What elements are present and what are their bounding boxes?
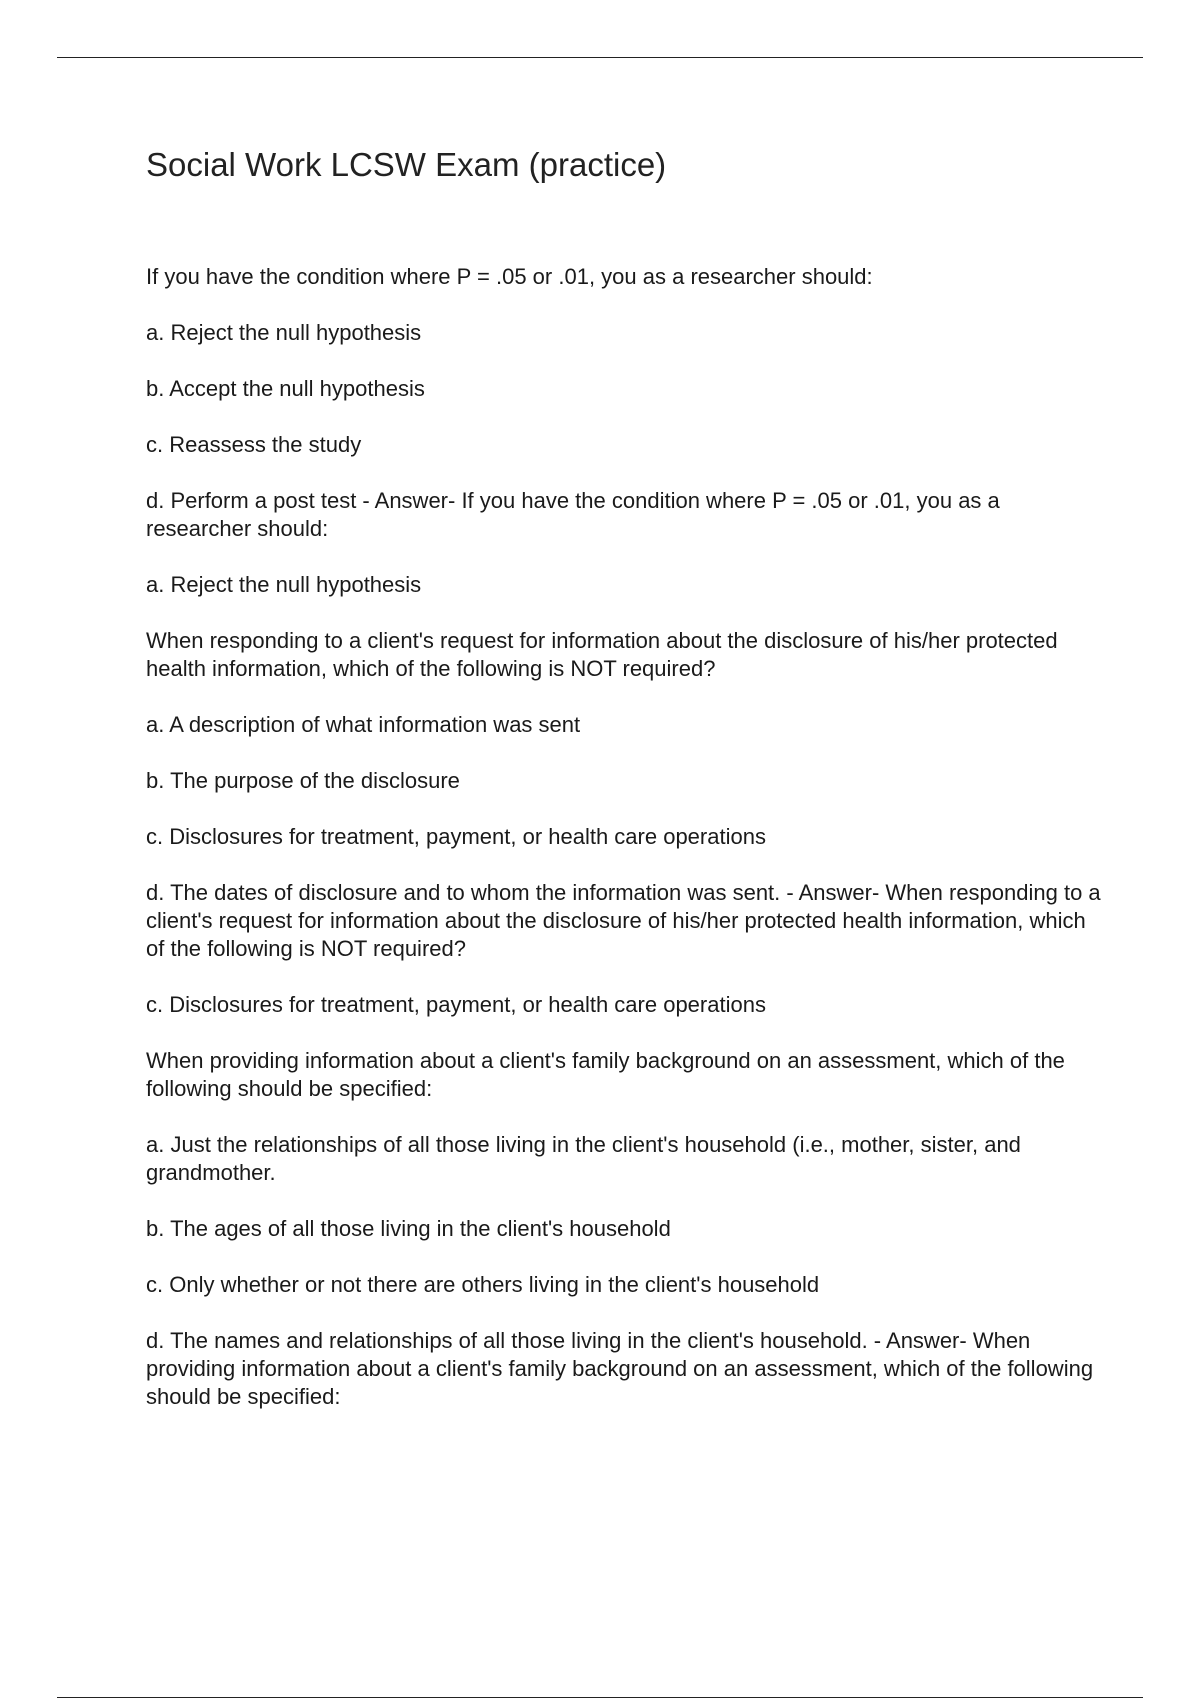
- bottom-divider: [57, 1697, 1143, 1698]
- question-2-option-c: c. Disclosures for treatment, payment, or health care operations: [146, 824, 766, 849]
- question-1-option-b: b. Accept the null hypothesis: [146, 376, 425, 401]
- question-3-option-c: c. Only whether or not there are others living in the client's household: [146, 1272, 820, 1297]
- question-1-option-c: c. Reassess the study: [146, 432, 362, 457]
- question-1-correct-answer: a. Reject the null hypothesis: [146, 572, 422, 597]
- question-3-option-d-answer: d. The names and relationships of all those living in the client's household. - Answer- When providing information about a client's family background on an assessment, which of the following should be specified:: [146, 1328, 1094, 1409]
- question-3-option-b: b. The ages of all those living in the client's household: [146, 1216, 671, 1241]
- question-3-prompt: When providing information about a client's family background on an assessment, which of the following should be specified:: [146, 1048, 1065, 1101]
- question-2-option-d-answer: d. The dates of disclosure and to whom the information was sent. - Answer- When responding to a client's request for information about the disclosure of his/her protected health information, which of the following is NOT required?: [146, 880, 1101, 961]
- top-divider: [57, 57, 1143, 58]
- question-1-prompt: If you have the condition where P = .05 or .01, you as a researcher should:: [146, 264, 873, 289]
- question-2-option-b: b. The purpose of the disclosure: [146, 768, 460, 793]
- document-body: [146, 263, 1106, 1439]
- question-2-correct-answer: c. Disclosures for treatment, payment, or health care operations: [146, 992, 766, 1017]
- question-2-prompt: When responding to a client's request for information about the disclosure of his/her protected health information, which of the following is NOT required?: [146, 628, 1058, 681]
- question-3-option-a: a. Just the relationships of all those living in the client's household (i.e., mother, sister, and grandmother.: [146, 1132, 1021, 1185]
- question-1-option-d-answer: d. Perform a post test - Answer- If you have the condition where P = .05 or .01, you as a researcher should:: [146, 488, 1000, 541]
- page-title: Social Work LCSW Exam (practice): [146, 146, 667, 183]
- question-1-option-a: a. Reject the null hypothesis: [146, 320, 422, 345]
- question-2-option-a: a. A description of what information was sent: [146, 712, 581, 737]
